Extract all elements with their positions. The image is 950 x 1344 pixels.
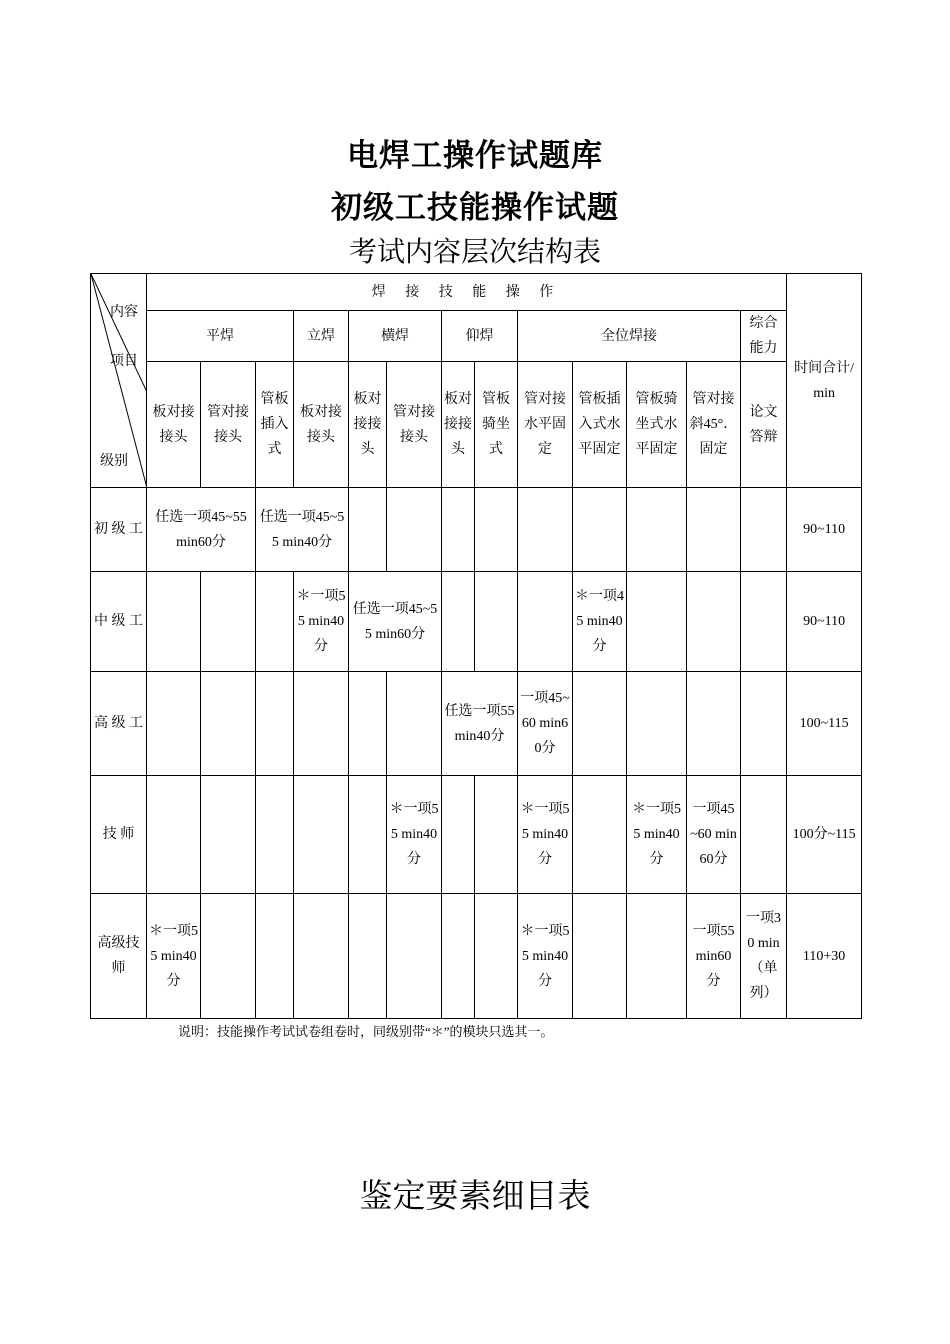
header-vertical: 立焊	[294, 311, 349, 362]
header-all-position: 全位焊接	[518, 311, 741, 362]
corner-label-level: 级别	[100, 454, 128, 469]
header-flat: 平焊	[147, 311, 294, 362]
time-junior: 90~110	[787, 488, 862, 572]
sub-horz-plate: 板对接接头	[349, 362, 387, 488]
cell-tech-horz-pipe: ＊一项55 min40分	[387, 776, 442, 894]
corner-label-item: 项目	[110, 354, 138, 369]
table-note: 说明：技能操作考试试卷组卷时，同级别带“＊”的模块只选其一。	[178, 1024, 554, 1039]
cell-tech-pipe-45: 一项45~60 min60分	[687, 776, 741, 894]
time-middle: 90~110	[787, 572, 862, 672]
sub-all-tube-insert: 管板插入式水平固定	[573, 362, 627, 488]
header-horizontal: 横焊	[349, 311, 442, 362]
cell-senior-pipe-h: 一项45~60 min60分	[518, 672, 573, 776]
cell-senior-overhead: 任选一项55 min40分	[442, 672, 518, 776]
sub-flat-pipe: 管对接接头	[201, 362, 256, 488]
document-title: 电焊工操作试题库	[347, 138, 603, 174]
time-senior-technician: 110+30	[787, 894, 862, 1019]
sub-all-tube-saddle: 管板骑坐式水平固定	[627, 362, 687, 488]
corner-label-content: 内容	[110, 305, 138, 320]
table-row	[91, 488, 862, 572]
cell-stech-thesis: 一项30 min（单列）	[741, 894, 787, 1019]
cell-middle-vert: ＊一项55 min40分	[294, 572, 349, 672]
level-senior: 高 级 工	[91, 672, 147, 776]
time-senior: 100~115	[787, 672, 862, 776]
header-comprehensive: 综合能力	[741, 311, 787, 362]
section-title: 鉴定要素细目表	[359, 1176, 591, 1215]
header-overhead: 仰焊	[442, 311, 518, 362]
table-row	[91, 572, 862, 672]
sub-thesis: 论文答辩	[741, 362, 787, 488]
sub-all-pipe-horizontal: 管对接水平固定	[518, 362, 573, 488]
level-technician: 技 师	[91, 776, 147, 894]
sub-all-pipe-45: 管对接斜45°．固定	[687, 362, 741, 488]
cell-middle-horz: 任选一项45~55 min60分	[349, 572, 442, 672]
cell-tech-tube-saddle: ＊一项55 min40分	[627, 776, 687, 894]
cell-stech-pipe-h: ＊一项55 min40分	[518, 894, 573, 1019]
sub-over-plate: 板对接接头	[442, 362, 475, 488]
cell-junior-tube-vert: 任选一项45~55 min40分	[256, 488, 349, 572]
cell-stech-flat-plate: ＊一项55 min40分	[147, 894, 201, 1019]
sub-flat-tube-plate: 管板插入式	[256, 362, 294, 488]
level-senior-technician: 高级技师	[91, 894, 147, 1019]
table-row	[91, 672, 862, 776]
cell-tech-pipe-h: ＊一项55 min40分	[518, 776, 573, 894]
table-title: 考试内容层次结构表	[348, 235, 601, 268]
sub-over-tube-plate: 管板骑坐式	[475, 362, 518, 488]
table-row	[91, 776, 862, 894]
sub-horz-pipe: 管对接接头	[387, 362, 442, 488]
corner-header-cell	[91, 274, 147, 488]
header-welding-skill: 焊 接 技 能 操 作	[147, 274, 787, 311]
structure-table	[90, 273, 862, 1019]
cell-middle-tube-insert: ＊一项45 min40分	[573, 572, 627, 672]
sub-vert-plate: 板对接接头	[294, 362, 349, 488]
time-technician: 100分~115	[787, 776, 862, 894]
header-time-total: 时间合计/min	[787, 274, 862, 488]
sub-flat-plate: 板对接接头	[147, 362, 201, 488]
table-row	[91, 894, 862, 1019]
document-subtitle: 初级工技能操作试题	[331, 190, 619, 226]
cell-junior-flat: 任选一项45~55 min60分	[147, 488, 256, 572]
level-junior: 初 级 工	[91, 488, 147, 572]
cell-stech-pipe-45: 一项55 min60分	[687, 894, 741, 1019]
structure-table-container	[90, 273, 861, 1019]
level-middle: 中 级 工	[91, 572, 147, 672]
